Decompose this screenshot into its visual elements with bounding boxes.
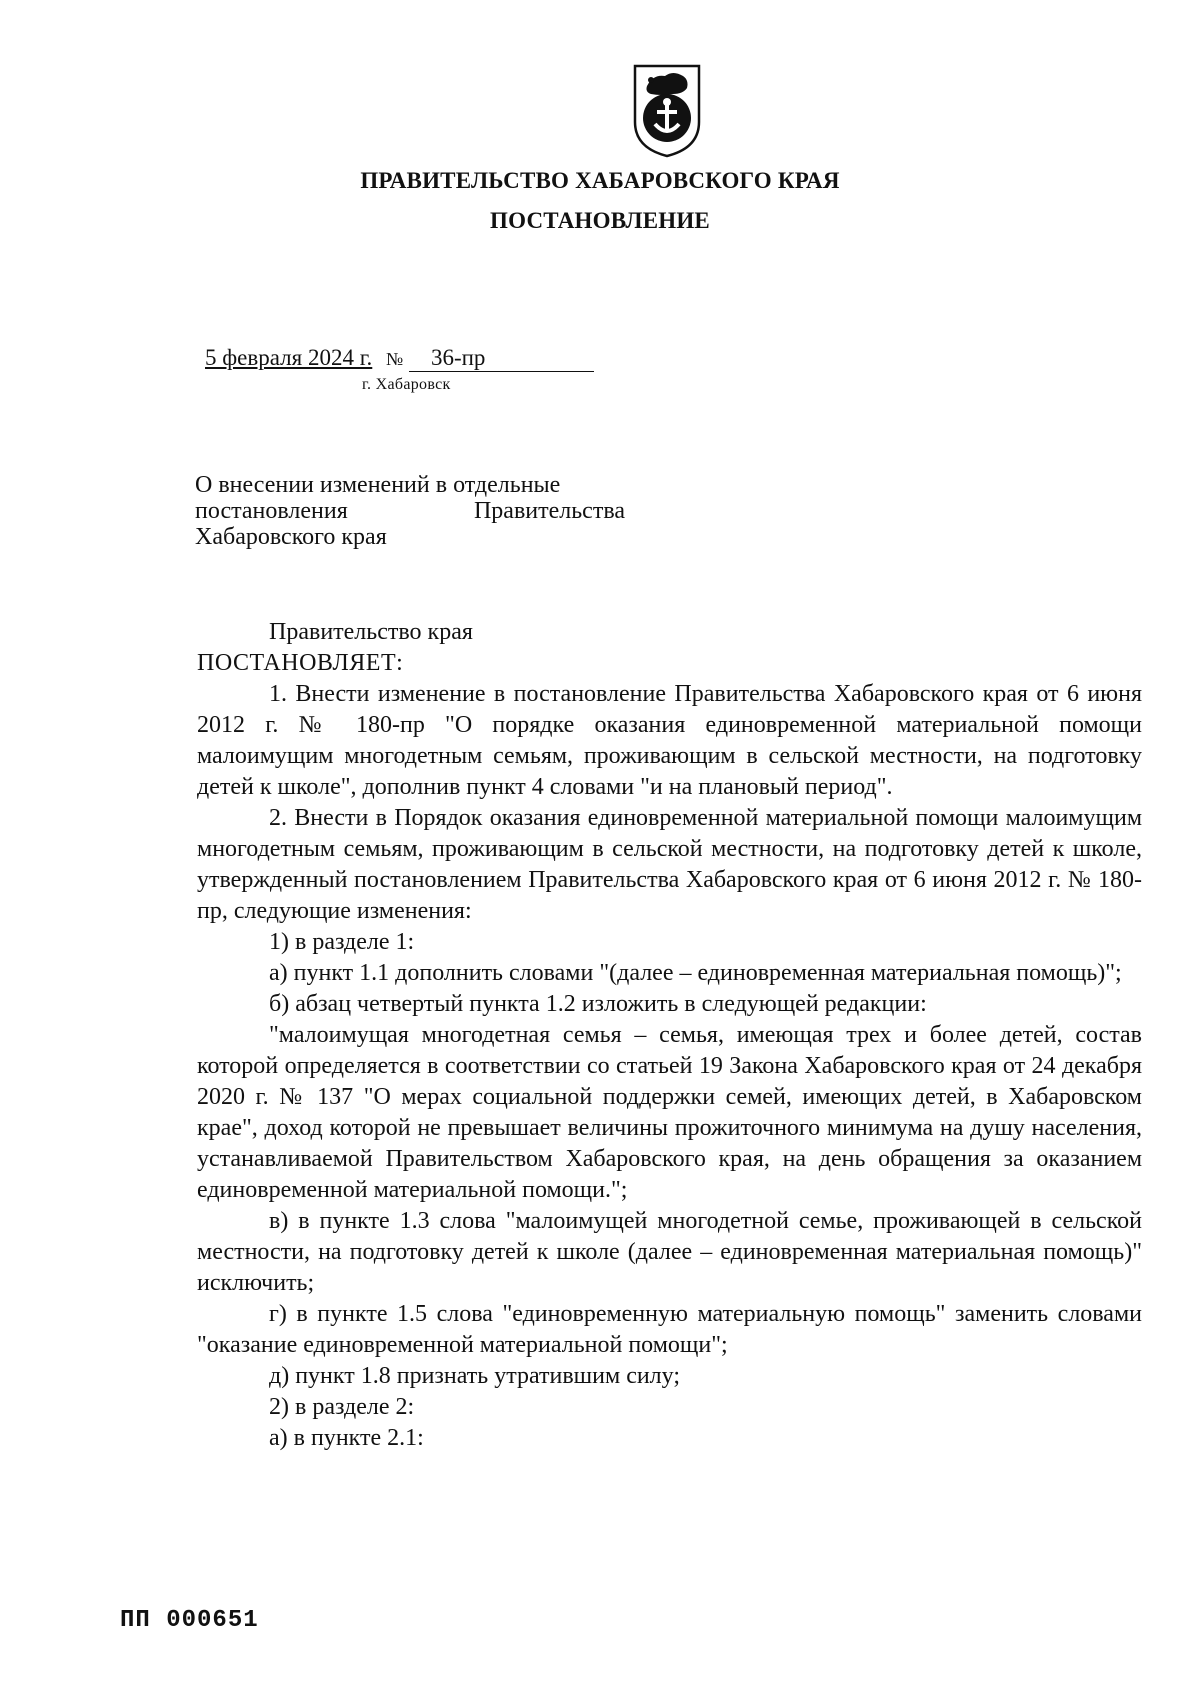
paragraph: б) абзац четвертый пункта 1.2 изложить в следующей редакции:: [269, 991, 927, 1017]
subject-line: постановления Правительства: [195, 498, 625, 524]
paragraph: в) в пункте 1.3 слова "малоимущей многодетной семье, проживающей в сельской местности, на подготовку детей к школе (далее – единовременная материальная помощь)" исключить;: [197, 1208, 1142, 1296]
document-body: [197, 617, 1142, 1454]
coat-of-arms-icon: [627, 60, 707, 160]
government-line: Правительство края: [269, 619, 473, 645]
paragraph: а) пункт 1.1 дополнить словами "(далее – единовременная материальная помощь)";: [269, 960, 1122, 986]
document-number: 36-пр: [409, 345, 594, 372]
resolves-heading: ПОСТАНОВЛЯЕТ:: [197, 650, 404, 676]
paragraph: 2) в разделе 2:: [269, 1394, 415, 1420]
paragraph: г) в пункте 1.5 слова "единовременную материальную помощь" заменить словами "оказание единовременной материальной помощи";: [197, 1301, 1142, 1358]
paragraph: 2. Внести в Порядок оказания единовременной материальной помощи малоимущим многодетным семьям, проживающим в сельской местности, на подготовку детей к школе, утвержденный постановлением Правительства Хабаровского края от 6 июня 2012 г. № 180-пр, следующие изменения:: [197, 805, 1142, 924]
subject-line: Хабаровского края: [195, 524, 387, 550]
paragraph: 1) в разделе 1:: [269, 929, 415, 955]
date-line: [205, 345, 594, 372]
paragraph: д) пункт 1.8 признать утратившим силу;: [269, 1363, 681, 1389]
paragraph: "малоимущая многодетная семья – семья, имеющая трех и более детей, состав которой определяется в соответствии со статьей 19 Закона Хабаровского края от 24 декабря 2020 г. № 137 "О мерах социальной поддержки семей, имеющих детей, в Хабаровском крае", доход которой не превышает величины прожиточного минимума на душу населения, устанавливаемой Правительством Хабаровского края, на день обращения за оказанием единовременной материальной помощи.";: [197, 1022, 1142, 1203]
number-sign: №: [386, 349, 404, 369]
subject-block: [195, 472, 625, 550]
paragraph: а) в пункте 2.1:: [269, 1425, 424, 1451]
document-type: ПОСТАНОВЛЕНИЕ: [490, 208, 710, 233]
document-date: 5 февраля 2024 г.: [205, 345, 373, 370]
paragraph: 1. Внести изменение в постановление Правительства Хабаровского края от 6 июня 2012 г. № 180-пр "О порядке оказания единовременной материальной помощи малоимущим многодетным семьям, проживающим в сельской местности, на подготовку детей к школе", дополнив пункт 4 словами "и на плановый период".: [197, 681, 1142, 800]
subject-line: О внесении изменений в отдельные: [195, 472, 561, 498]
city: г. Хабаровск: [362, 376, 451, 393]
document-code: ПП 000651: [120, 1607, 259, 1634]
organization-title: ПРАВИТЕЛЬСТВО ХАБАРОВСКОГО КРАЯ: [360, 168, 840, 193]
